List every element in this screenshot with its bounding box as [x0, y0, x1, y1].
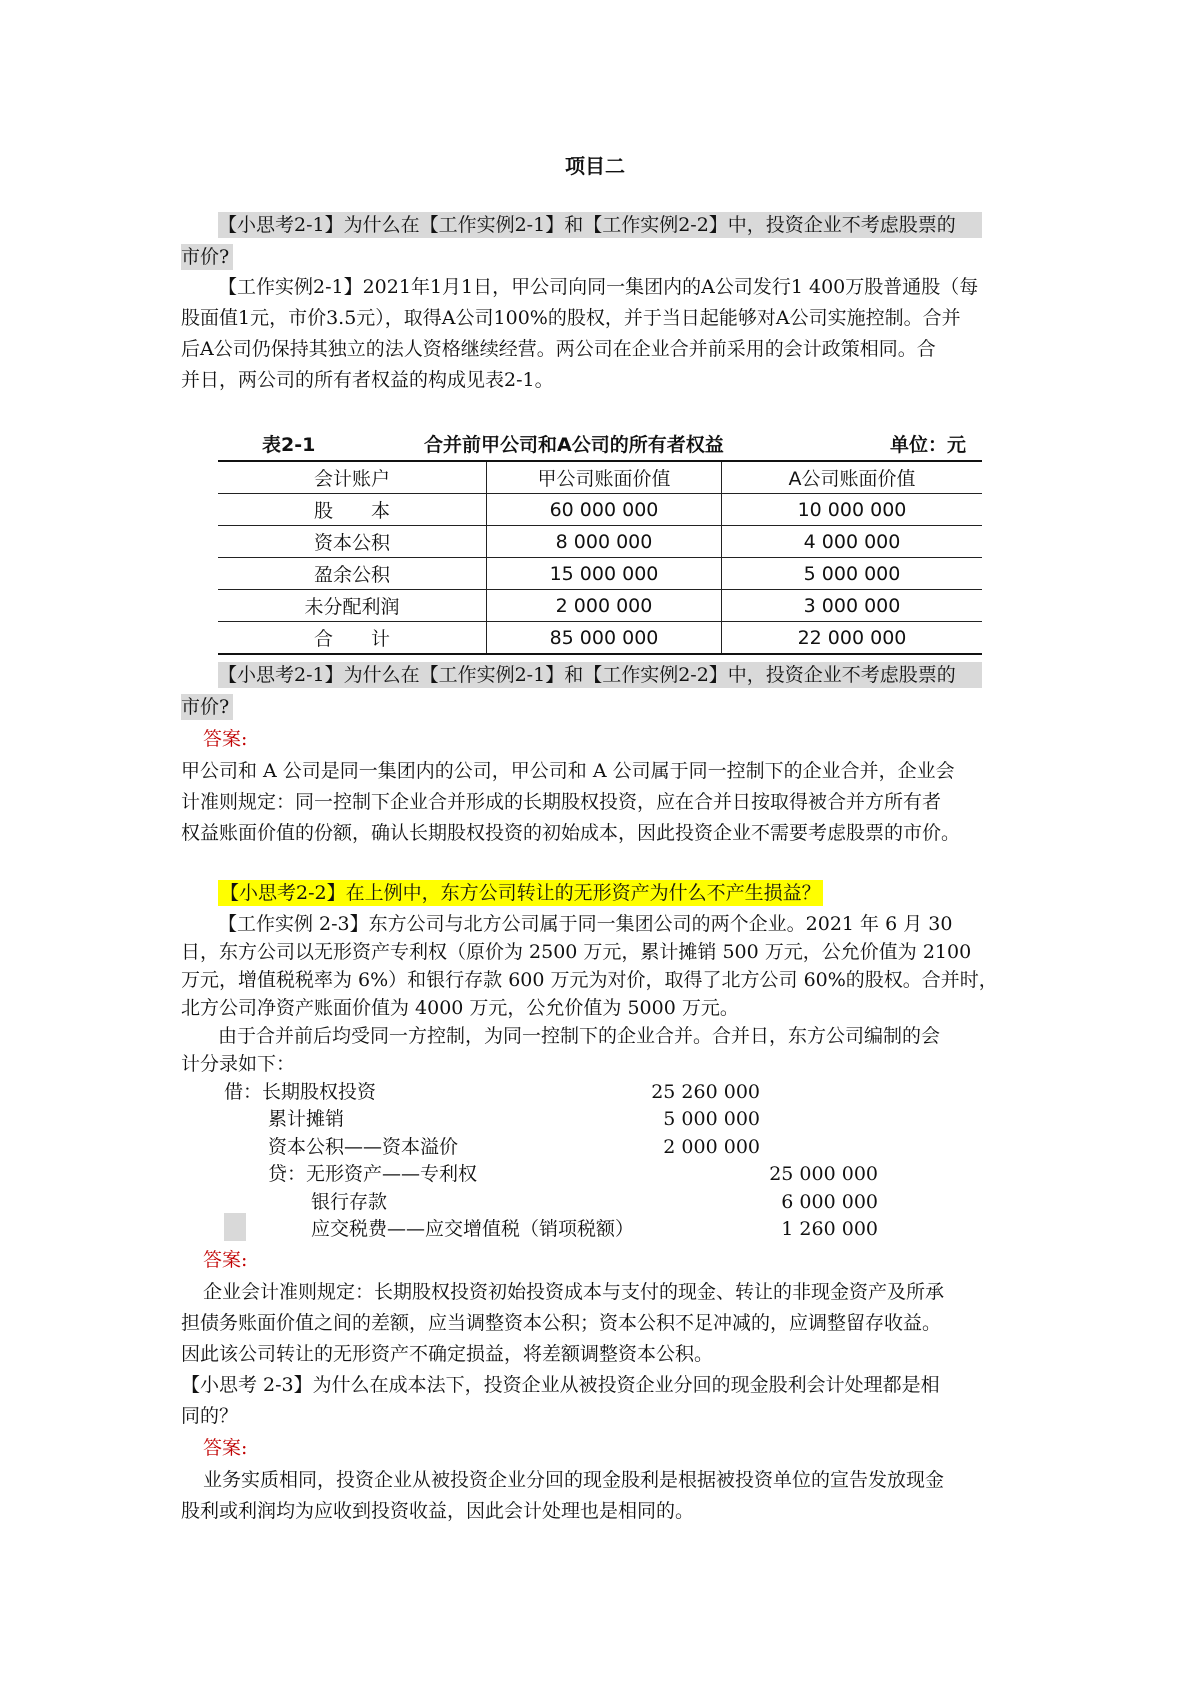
- table-cell: 合 计: [218, 622, 487, 655]
- example-2-3-line3: 万元，增值税税率为 6%）和银行存款 600 万元为对价，取得了北方公司 60%的股权。合并时，: [181, 969, 998, 991]
- question-2-1-repeat-line1: 【小思考2-1】为什么在【工作实例2-1】和【工作实例2-2】中，投资企业不考虑股票的: [218, 662, 982, 688]
- answer-label: 答案:: [203, 728, 248, 750]
- table-title: 合并前甲公司和A公司的所有者权益: [424, 434, 724, 456]
- table-cell: 8 000 000: [487, 526, 722, 558]
- example-2-1-line3: 后A公司仍保持其独立的法人资格继续经营。两公司在企业合并前采用的会计政策相同。合: [181, 338, 936, 360]
- table-total-row: [218, 622, 982, 655]
- question-2-3-line2: 同的？: [181, 1405, 239, 1427]
- entry-debit-3-label: 资本公积——资本溢价: [268, 1136, 459, 1158]
- entry-credit-3-label: 应交税费——应交增值税（销项税额）: [311, 1218, 635, 1240]
- answer-2-3-line1: 业务实质相同，投资企业从被投资企业分回的现金股利是根据被投资单位的宣告发放现金: [203, 1469, 945, 1491]
- question-2-1-line2: 市价?: [181, 244, 233, 270]
- table-row: [218, 558, 982, 590]
- table-number: 表2-1: [262, 434, 316, 456]
- question-2-1-repeat-line2: 市价?: [181, 694, 233, 720]
- example-2-1-line4: 并日，两公司的所有者权益的构成见表2-1。: [181, 369, 554, 391]
- table-cell: 盈余公积: [218, 558, 487, 590]
- answer-2-2-line2: 担债务账面价值之间的差额，应当调整资本公积；资本公积不足冲减的，应调整留存收益。: [181, 1312, 942, 1334]
- question-2-1-line1: 【小思考2-1】为什么在【工作实例2-1】和【工作实例2-2】中，投资企业不考虑股票的: [218, 212, 982, 238]
- entry-credit-1-label: 贷：无形资产——专利权: [268, 1163, 478, 1185]
- table-row: [218, 494, 982, 526]
- table-cell: 5 000 000: [722, 558, 983, 590]
- entry-debit-1-amount: 25 260 000: [651, 1081, 760, 1103]
- answer-2-1-line3: 权益账面价值的份额，确认长期股权投资的初始成本，因此投资企业不需要考虑股票的市价。: [181, 822, 961, 844]
- example-2-1-line2: 股面值1元，市价3.5元），取得A公司100%的股权，并于当日起能够对A公司实施控制。合并: [181, 307, 961, 329]
- table-cell: 10 000 000: [722, 494, 983, 526]
- example-2-3-line6: 计分录如下：: [181, 1053, 296, 1075]
- table-cell: 股 本: [218, 494, 487, 526]
- entry-debit-2-amount: 5 000 000: [663, 1108, 760, 1130]
- answer-2-1-line2: 计准则规定：同一控制下企业合并形成的长期股权投资，应在合并日按取得被合并方所有者: [181, 791, 942, 813]
- question-2-3-line1: 【小思考 2-3】为什么在成本法下，投资企业从被投资企业分回的现金股利会计处理都是相: [181, 1374, 940, 1396]
- answer-2-1-line1: 甲公司和 A 公司是同一集团内的公司，甲公司和 A 公司属于同一控制下的企业合并，企业会: [181, 760, 955, 782]
- column-header: A公司账面价值: [722, 461, 983, 494]
- example-2-3-line4: 北方公司净资产账面价值为 4000 万元，公允价值为 5000 万元。: [181, 997, 739, 1019]
- entry-credit-2-label: 银行存款: [311, 1191, 388, 1213]
- table-cell: 85 000 000: [487, 622, 722, 655]
- table-cell: 未分配利润: [218, 590, 487, 622]
- table-cell: 22 000 000: [722, 622, 983, 655]
- answer-2-3-line2: 股利或利润均为应收到投资收益，因此会计处理也是相同的。: [181, 1500, 695, 1522]
- example-2-3-line1: 【工作实例 2-3】东方公司与北方公司属于同一集团公司的两个企业。2021 年 6 月 30: [218, 913, 953, 935]
- equity-table: [218, 460, 982, 655]
- entry-credit-3-amount: 1 260 000: [781, 1218, 878, 1240]
- column-header: 会计账户: [218, 461, 487, 494]
- page-title: 项目二: [565, 154, 625, 178]
- table-unit: 单位：元: [890, 434, 967, 456]
- example-2-1-line1: 【工作实例2-1】2021年1月1日，甲公司向同一集团内的A公司发行1 400万股普通股（每: [218, 276, 979, 298]
- table-header-row: [218, 461, 982, 494]
- table-cell: 3 000 000: [722, 590, 983, 622]
- table-row: [218, 590, 982, 622]
- table-cell: 4 000 000: [722, 526, 983, 558]
- highlight-marker: [224, 1213, 246, 1241]
- answer-2-2-line1: 企业会计准则规定：长期股权投资初始投资成本与支付的现金、转让的非现金资产及所承: [203, 1281, 945, 1303]
- table-cell: 资本公积: [218, 526, 487, 558]
- answer-2-2-line3: 因此该公司转让的无形资产不确定损益，将差额调整资本公积。: [181, 1343, 714, 1365]
- entry-debit-2-label: 累计摊销: [268, 1108, 345, 1130]
- column-header: 甲公司账面价值: [487, 461, 722, 494]
- entry-debit-1-label: 借：长期股权投资: [224, 1081, 377, 1103]
- table-cell: 60 000 000: [487, 494, 722, 526]
- answer-label: 答案:: [203, 1249, 248, 1271]
- answer-label: 答案:: [203, 1437, 248, 1459]
- entry-credit-2-amount: 6 000 000: [781, 1191, 878, 1213]
- table-cell: 2 000 000: [487, 590, 722, 622]
- example-2-3-line5: 由于合并前后均受同一方控制，为同一控制下的企业合并。合并日，东方公司编制的会: [218, 1025, 941, 1047]
- entry-debit-3-amount: 2 000 000: [663, 1136, 760, 1158]
- question-2-2: 【小思考2-2】在上例中，东方公司转让的无形资产为什么不产生损益？: [220, 882, 821, 904]
- table-cell: 15 000 000: [487, 558, 722, 590]
- entry-credit-1-amount: 25 000 000: [769, 1163, 878, 1185]
- example-2-3-line2: 日，东方公司以无形资产专利权（原价为 2500 万元，累计摊销 500 万元，公允价值为 2100: [181, 941, 972, 963]
- table-row: [218, 526, 982, 558]
